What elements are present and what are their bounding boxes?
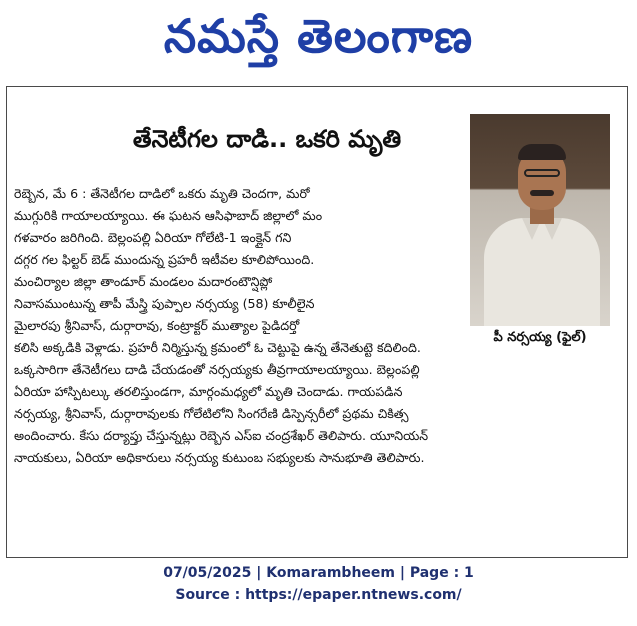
footer-meta: 07/05/2025 | Komarambheem | Page : 1 (163, 565, 474, 581)
article-line: మంచిర్యాల జిల్లా తాండూర్ మండలం మదారంటౌన్షిప్లో (14, 274, 273, 289)
article-line: ఏరియా హాస్పిటల్కు తరలిస్తుండగా, మార్గంమధ్యలో మృతి చెందాడు. గాయపడిన (14, 384, 403, 399)
article-line: గళవారం జరిగింది. బెల్లంపల్లి ఏరియా గోలేటి-1 ఇంక్లైన్ గని (14, 230, 292, 245)
photo-glasses (524, 169, 560, 177)
photo-hair (518, 144, 566, 160)
footer-source: Source : https://epaper.ntnews.com/ (175, 587, 462, 603)
article-line: నాయకులు, ఏరియా అధికారులు నర్సయ్య కుటుంబ సభ్యులకు సానుభూతి తెలిపారు. (14, 450, 425, 465)
article-line: ఒక్కసారిగా తేనెటీగలు దాడి చేయడంతో నర్సయ్యకు తీవ్రగాయాలయ్యాయి. బెల్లంపల్లి (14, 362, 420, 377)
article-line: ముగ్గురికి గాయాలయ్యాయి. ఈ ఘటన ఆసిఫాబాద్ జిల్లాలో మం (14, 208, 323, 223)
article-line: దగ్గర గల ఫిల్టర్ బెడ్ ముందున్న ప్రహరీ ఇటీవల కూలిపోయింది. (14, 252, 315, 267)
newspaper-logo: నమస్తే తెలంగాణ (163, 9, 474, 63)
article-body (14, 184, 614, 554)
article-line: నివాసముంటున్న తాపీ మేస్త్రి పుప్పాల నర్సయ్య (58) కూలీలైన (14, 296, 315, 311)
article-headline: తేనెటీగల దాడి.. ఒకరి మృతి (132, 125, 402, 153)
masthead (0, 0, 637, 80)
article-line: నర్సయ్య, శ్రీనివాస్, దుర్గారావులకు గోలేటిలోని సింగరేణి డిస్పెన్సరీలో ప్రథమ చికిత్స (14, 406, 409, 421)
article-line: కలిసి అక్కడికి వెళ్లాడు. ప్రహరీ నిర్మిస్తున్న క్రమంలో ఓ చెట్టుపై ఉన్న తేనెతుట్టె కదిలింది. (14, 340, 421, 355)
article-line: మైలారపు శ్రీనివాస్, దుర్గారావు, కంట్రాక్టర్ ముత్యాల పైడిదర్తో (14, 318, 300, 333)
photo-caption: పీ నర్సయ్య (ఫైల్) (493, 330, 587, 345)
article-line: రెబ్బెన, మే 6 : తేనెటీగల దాడిలో ఒకరు మృతి చెందగా, మరో (14, 186, 310, 201)
footer (0, 562, 637, 612)
article-line: అందించారు. కేసు దర్యాప్తు చేస్తున్నట్లు రెబ్బెన ఎస్ఐ చంద్రశేఖర్ తెలిపారు. యూనియన్ (14, 428, 429, 443)
